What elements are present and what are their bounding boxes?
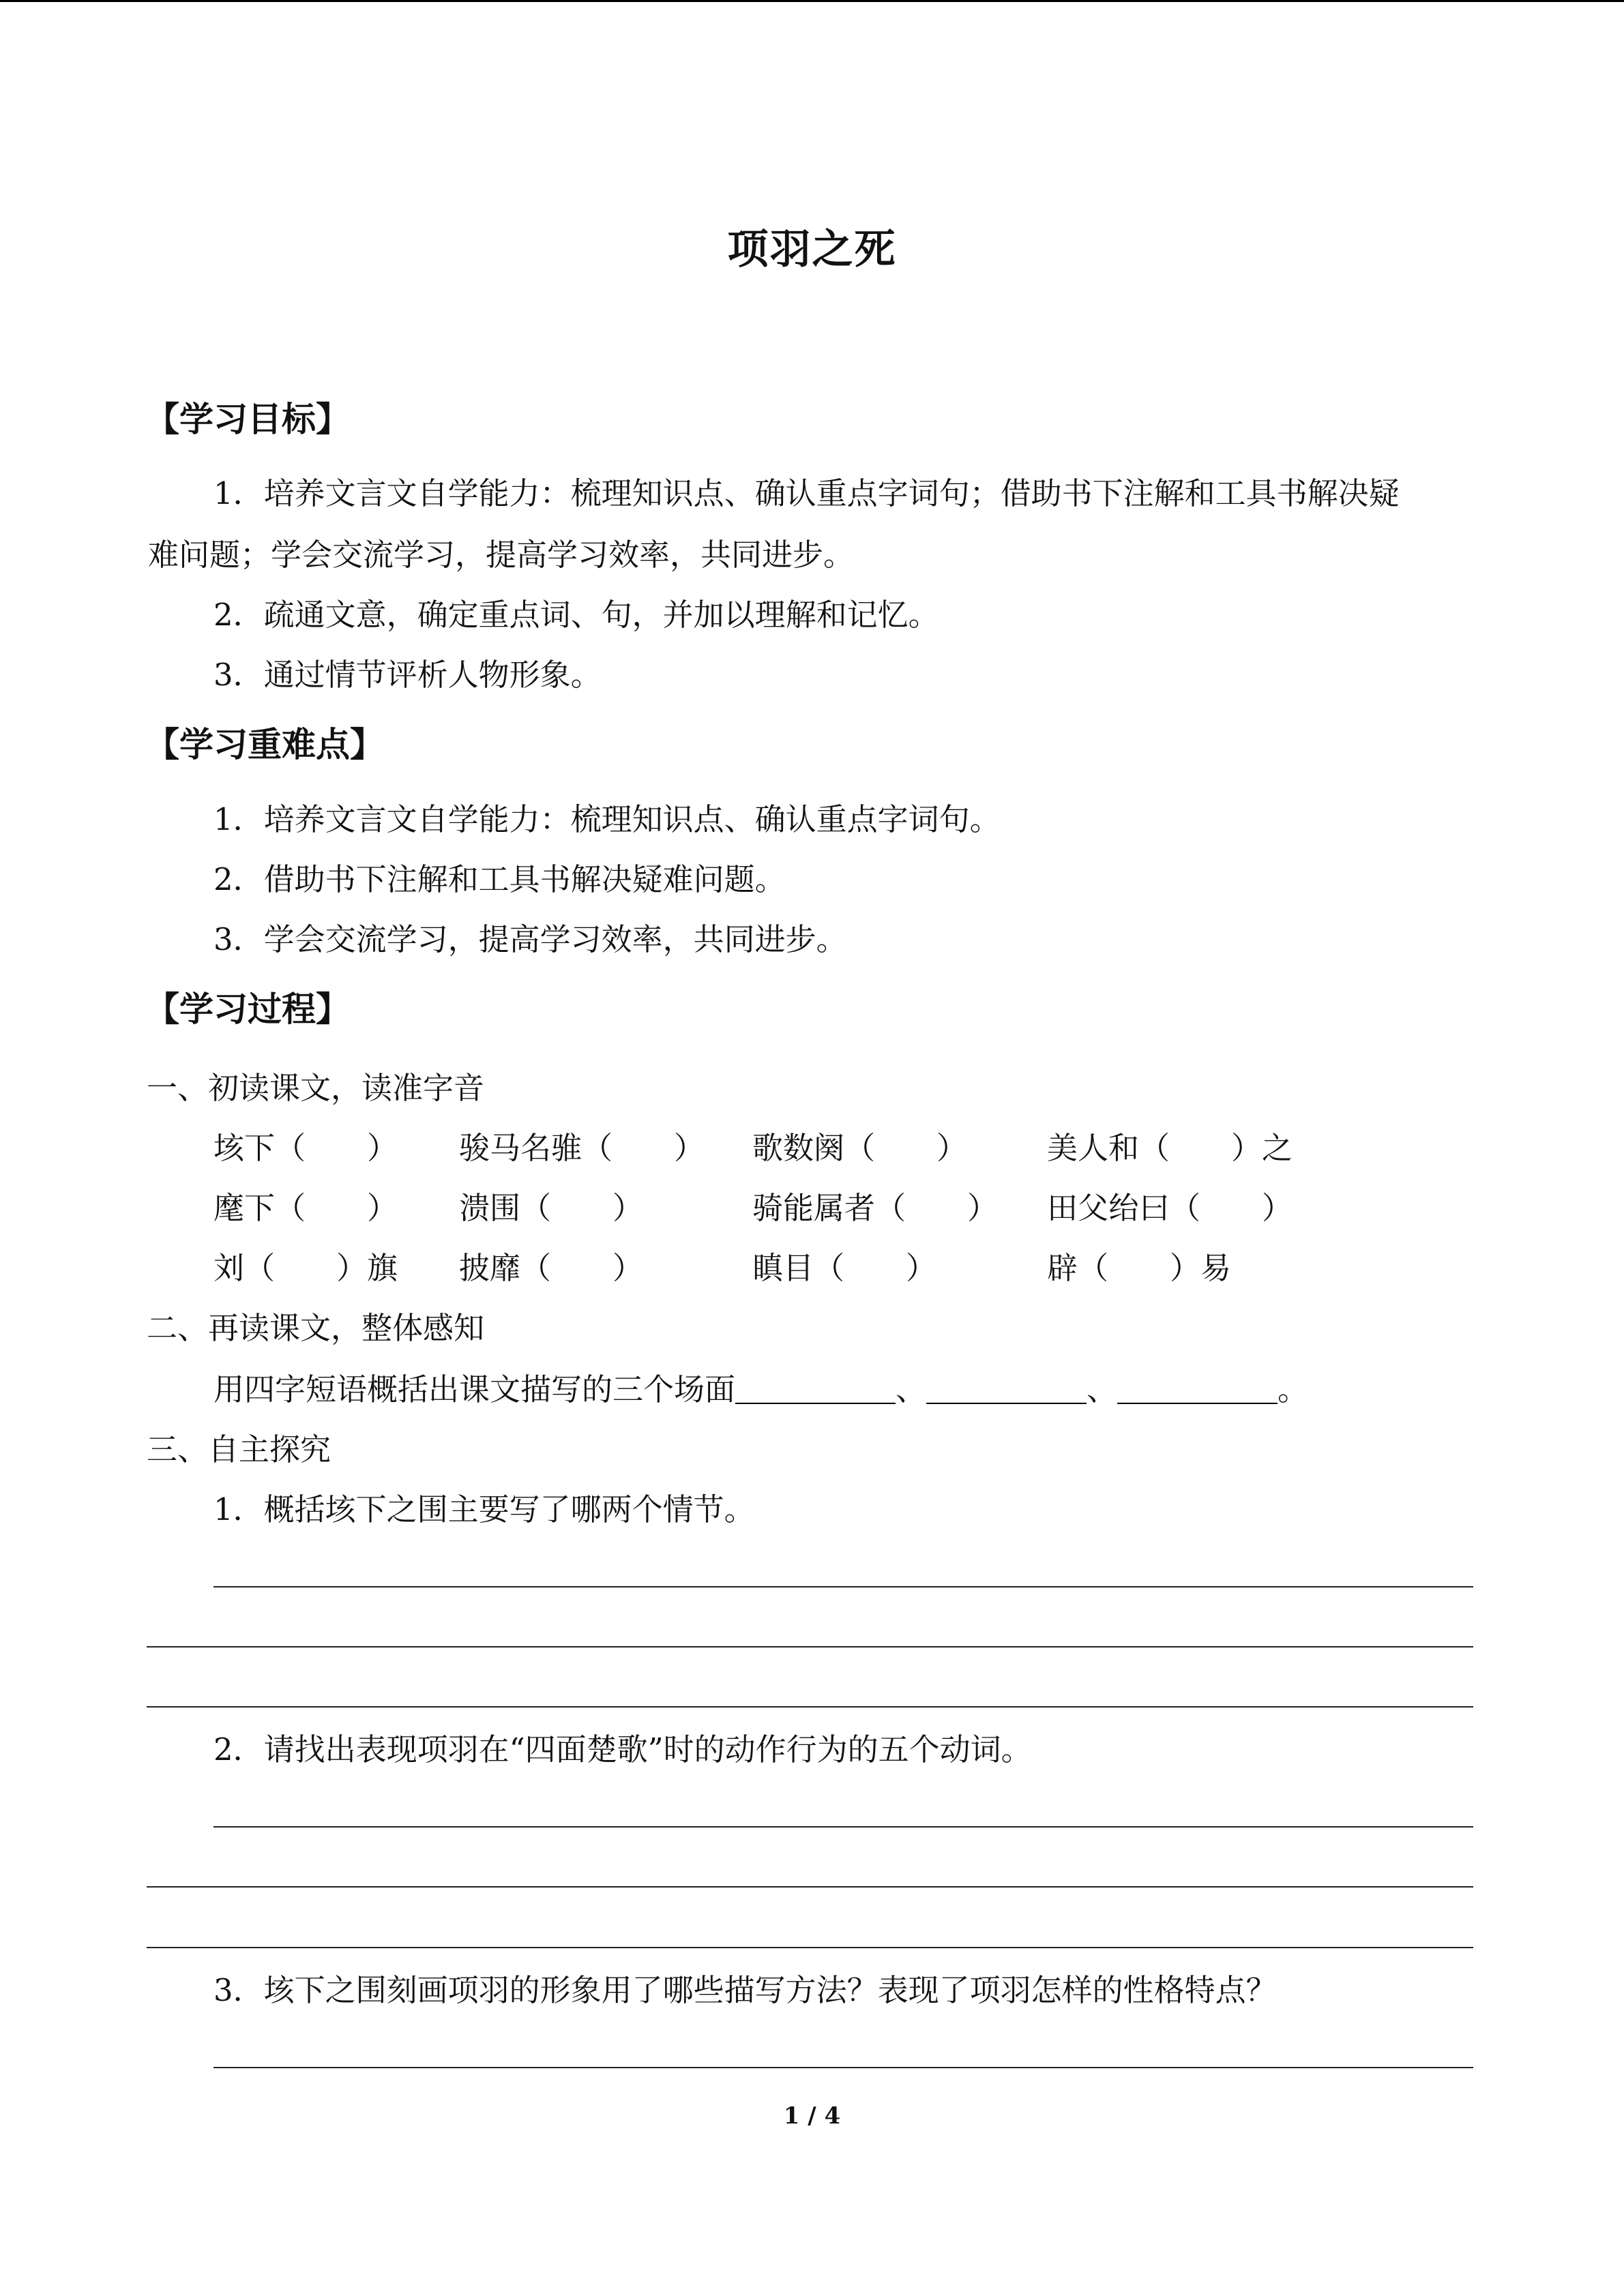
answer-line[interactable]: [147, 1947, 1473, 1948]
part2-question: [213, 1369, 1308, 1410]
key-point-2: 2．借助书下注解和工具书解决疑难问题。: [213, 861, 786, 897]
part3-title: 三、自主探究: [147, 1431, 331, 1467]
answer-line[interactable]: [213, 2067, 1473, 2068]
pinyin-item: 溃围（ ）: [459, 1190, 644, 1226]
page-title: 项羽之死: [727, 226, 897, 273]
goal-item-2: 2．疏通文意，确定重点词、句，并加以理解和记忆。: [213, 597, 939, 633]
pinyin-item: 美人和（ ）之: [1047, 1130, 1293, 1166]
pinyin-item: 瞋目（ ）: [752, 1250, 937, 1286]
pinyin-item: 麾下（ ）: [213, 1190, 398, 1226]
period: 。: [1278, 1371, 1309, 1407]
pinyin-item: 辟（ ）易: [1047, 1250, 1232, 1286]
answer-line[interactable]: [147, 1646, 1473, 1648]
answer-line[interactable]: [213, 1586, 1473, 1587]
goal-item-1-line-2: 难问题；学会交流学习，提高学习效率，共同进步。: [148, 537, 855, 573]
answer-line[interactable]: [213, 1826, 1473, 1828]
pinyin-item: 田父绐曰（ ）: [1047, 1190, 1293, 1226]
pinyin-item: 披靡（ ）: [459, 1250, 644, 1286]
page-top-border: [0, 0, 1624, 2]
question-3: 3．垓下之围刻画项羽的形象用了哪些描写方法？表现了项羽怎样的性格特点？: [213, 1972, 1277, 2008]
section-heading-key-points: 【学习重难点】: [145, 725, 384, 764]
section-heading-process: 【学习过程】: [145, 989, 350, 1029]
pinyin-item: 歌数阕（ ）: [752, 1130, 968, 1166]
goal-item-1-line-1: 1．培养文言文自学能力：梳理知识点、确认重点字词句；借助书下注解和工具书解决疑: [213, 475, 1400, 511]
pinyin-item: 骏马名骓（ ）: [459, 1130, 705, 1166]
key-point-1: 1．培养文言文自学能力：梳理知识点、确认重点字词句。: [213, 801, 1001, 837]
answer-line[interactable]: [147, 1886, 1473, 1888]
pinyin-item: 骑能属者（ ）: [752, 1190, 999, 1226]
page-number: 1 / 4: [783, 2102, 841, 2130]
section-heading-goals: 【学习目标】: [145, 400, 350, 439]
answer-blank[interactable]: [926, 1375, 1087, 1404]
goal-item-3: 3．通过情节评析人物形象。: [213, 657, 602, 693]
part1-title: 一、初读课文，读准字音: [147, 1070, 485, 1106]
answer-blank[interactable]: [1117, 1375, 1278, 1404]
pinyin-item: 垓下（ ）: [213, 1130, 398, 1166]
question-2: 2．请找出表现项羽在“四面楚歌”时的动作行为的五个动词。: [213, 1731, 1032, 1768]
answer-blank[interactable]: [735, 1375, 896, 1404]
part2-prompt: 用四字短语概括出课文描写的三个场面: [213, 1371, 736, 1407]
separator: 、: [1087, 1371, 1118, 1407]
separator: 、: [896, 1371, 927, 1407]
part2-title: 二、再读课文，整体感知: [147, 1310, 485, 1346]
answer-line[interactable]: [147, 1706, 1473, 1708]
question-1: 1．概括垓下之围主要写了哪两个情节。: [213, 1491, 755, 1527]
pinyin-item: 刘（ ）旗: [213, 1250, 398, 1286]
key-point-3: 3．学会交流学习，提高学习效率，共同进步。: [213, 921, 847, 957]
